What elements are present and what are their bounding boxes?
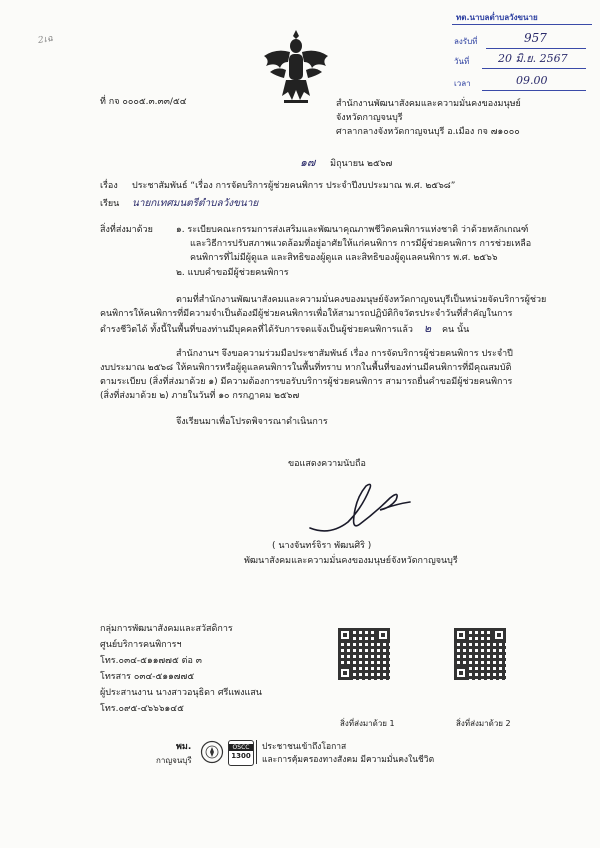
signature xyxy=(300,478,420,540)
office-name: สำนักงานพัฒนาสังคมและความมั่นคงของมนุษย์ xyxy=(336,99,521,109)
subject-text: ประชาสัมพันธ์ “เรื่อง การจัดบริการผู้ช่วยคนพิการ ประจำปีงบประมาณ พ.ศ. ๒๕๖๘” xyxy=(132,181,456,191)
date-month-year: มิถุนายน ๒๕๖๗ xyxy=(330,159,393,169)
oscc-label: OSCC xyxy=(229,744,253,751)
contact-fax: โทรสาร ๐๓๔-๕๑๑๗๗๕ xyxy=(100,672,195,682)
contact-coordinator-phone: โทร.๐๙๕-๔๖๖๖๑๔๕ xyxy=(100,704,184,714)
letter-date xyxy=(300,156,392,171)
footer-slogan-line1: ประชาชนเข้าถึงโอกาส xyxy=(262,742,347,752)
body-p1-line3 xyxy=(100,322,469,337)
stamp-time-label: เวลา xyxy=(454,79,471,88)
enclosure-item2: ๒. แบบคำขอมีผู้ช่วยคนพิการ xyxy=(176,268,289,278)
qr-caption-1: สิ่งที่ส่งมาด้วย 1 xyxy=(340,719,395,728)
body-p2-line4: (สิ่งที่ส่งมาด้วย ๒) ภายในวันที่ ๑๐ กรกฎาคม ๒๕๖๗ xyxy=(100,391,300,401)
stamp-receipt-label: ลงรับที่ xyxy=(454,37,478,46)
qr-caption-2: สิ่งที่ส่งมาด้วย 2 xyxy=(456,719,511,728)
stamp-title: ทต.นาบลต่ำบลวังขนาย xyxy=(456,13,538,22)
body-p1-line3a: ดำรงชีวิตได้ ทั้งนี้ในพื้นที่ของท่านมีบุคคลที่ได้รับการจดแจ้งเป็นผู้ช่วยคนพิการแล้ว xyxy=(100,325,413,335)
oscc-number: 1300 xyxy=(231,752,251,760)
footer-org-province: กาญจนบุรี xyxy=(156,756,192,765)
date-day: ๑๗ xyxy=(300,156,316,169)
enclosure-label: สิ่งที่ส่งมาด้วย xyxy=(100,225,153,235)
footer-slogan-line2: และการคุ้มครองทางสังคม มีความมั่นคงในชีวิต xyxy=(262,755,435,765)
body-p1-line1: ตามที่สำนักงานพัฒนาสังคมและความมั่นคงของมนุษย์จังหวัดกาญจนบุรีเป็นหน่วยจัดบริการผู้ช่วย xyxy=(176,295,547,305)
subject-label: เรื่อง xyxy=(100,181,118,191)
body-p2-line1: สำนักงานฯ จึงขอความร่วมมือประชาสัมพันธ์ เรื่อง การจัดบริการผู้ช่วยคนพิการ ประจำปี xyxy=(176,349,513,359)
office-address: ศาลากลางจังหวัดกาญจนบุรี อ.เมือง กจ ๗๑๐๐๐ xyxy=(336,127,520,137)
ministry-seal-icon xyxy=(200,740,224,764)
garuda-emblem xyxy=(256,26,336,110)
qr-code-enclosure-2[interactable] xyxy=(454,628,506,680)
body-p2-line2: งบประมาณ ๒๕๖๘ ให้คนพิการหรือผู้ดูแลคนพิการในพื้นที่ทราบ หากในพื้นที่ของท่านมีคนพิการที่มีคุณสมบัติ xyxy=(100,363,512,373)
body-p2-line3: ตามระเบียบ (สิ่งที่ส่งมาด้วย ๑) มีความต้องการขอรับบริการผู้ช่วยคนพิการ สามารถยื่นคำขอมีผู้ช่วยคนพิการ xyxy=(100,377,513,387)
body-p1-count: ๒ xyxy=(423,322,432,335)
receipt-stamp xyxy=(446,12,596,94)
enclosure-item1-line2: และวิธีการปรับสภาพแวดล้อมที่อยู่อาศัยให้แก่คนพิการ การมีผู้ช่วยคนพิการ การช่วยเหลือ xyxy=(190,239,532,249)
body-p1-line3b: คน นั้น xyxy=(441,325,470,335)
signer-position: พัฒนาสังคมและความมั่นคงของมนุษย์จังหวัดกาญจนบุรี xyxy=(244,556,458,566)
contact-center: ศูนย์บริการคนพิการฯ xyxy=(100,640,182,650)
office-province: จังหวัดกาญจนบุรี xyxy=(336,113,403,123)
reference-number: ที่ กจ ๐๐๐๕.๓.๓๓/๕๔ xyxy=(100,97,187,107)
stamp-time-value: 09.00 xyxy=(516,74,548,87)
contact-dept: กลุ่มการพัฒนาสังคมและสวัสดิการ xyxy=(100,624,233,634)
body-p3: จึงเรียนมาเพื่อโปรดพิจารณาดำเนินการ xyxy=(176,417,328,427)
stamp-date-label: วันที่ xyxy=(454,57,470,66)
stamp-receipt-no: 957 xyxy=(524,31,547,45)
oscc-logo xyxy=(228,740,254,766)
signer-name: ( นางจันทร์จิรา พัฒนศิริ ) xyxy=(272,541,372,551)
recipient-text: นายกเทศมนตรีตำบลวังขนาย xyxy=(132,198,259,209)
contact-coordinator: ผู้ประสานงาน นางสาวอนุธิดา ศรีแพงแสน xyxy=(100,688,262,698)
footer-divider xyxy=(256,740,257,764)
qr-code-enclosure-1[interactable] xyxy=(338,628,390,680)
recipient-label: เรียน xyxy=(100,199,120,209)
enclosure-item1-line1: ๑. ระเบียบคณะกรรมการส่งเสริมและพัฒนาคุณภาพชีวิตคนพิการแห่งชาติ ว่าด้วยหลักเกณฑ์ xyxy=(176,225,529,235)
closing-regards: ขอแสดงความนับถือ xyxy=(288,459,366,469)
enclosure-item1-line3: คนพิการที่ไม่มีผู้ดูแล และสิทธิของผู้ดูแล และสิทธิของผู้ดูแลคนพิการ พ.ศ. ๒๕๖๖ xyxy=(190,253,498,263)
body-p1-line2: คนพิการให้คนพิการที่มีความจำเป็นต้องมีผู้ช่วยคนพิการเพื่อให้สามารถปฏิบัติกิจวัตรประจำวันที่สำคัญในการ xyxy=(100,309,513,319)
contact-phone: โทร.๐๓๔-๕๑๑๗๗๕ ต่อ ๓ xyxy=(100,656,202,666)
stamp-date-value: 20 มิ.ย. 2567 xyxy=(498,52,568,65)
footer-org-abbr: พม. xyxy=(176,742,192,752)
corner-handwritten-mark: 2เฉ xyxy=(37,34,54,46)
